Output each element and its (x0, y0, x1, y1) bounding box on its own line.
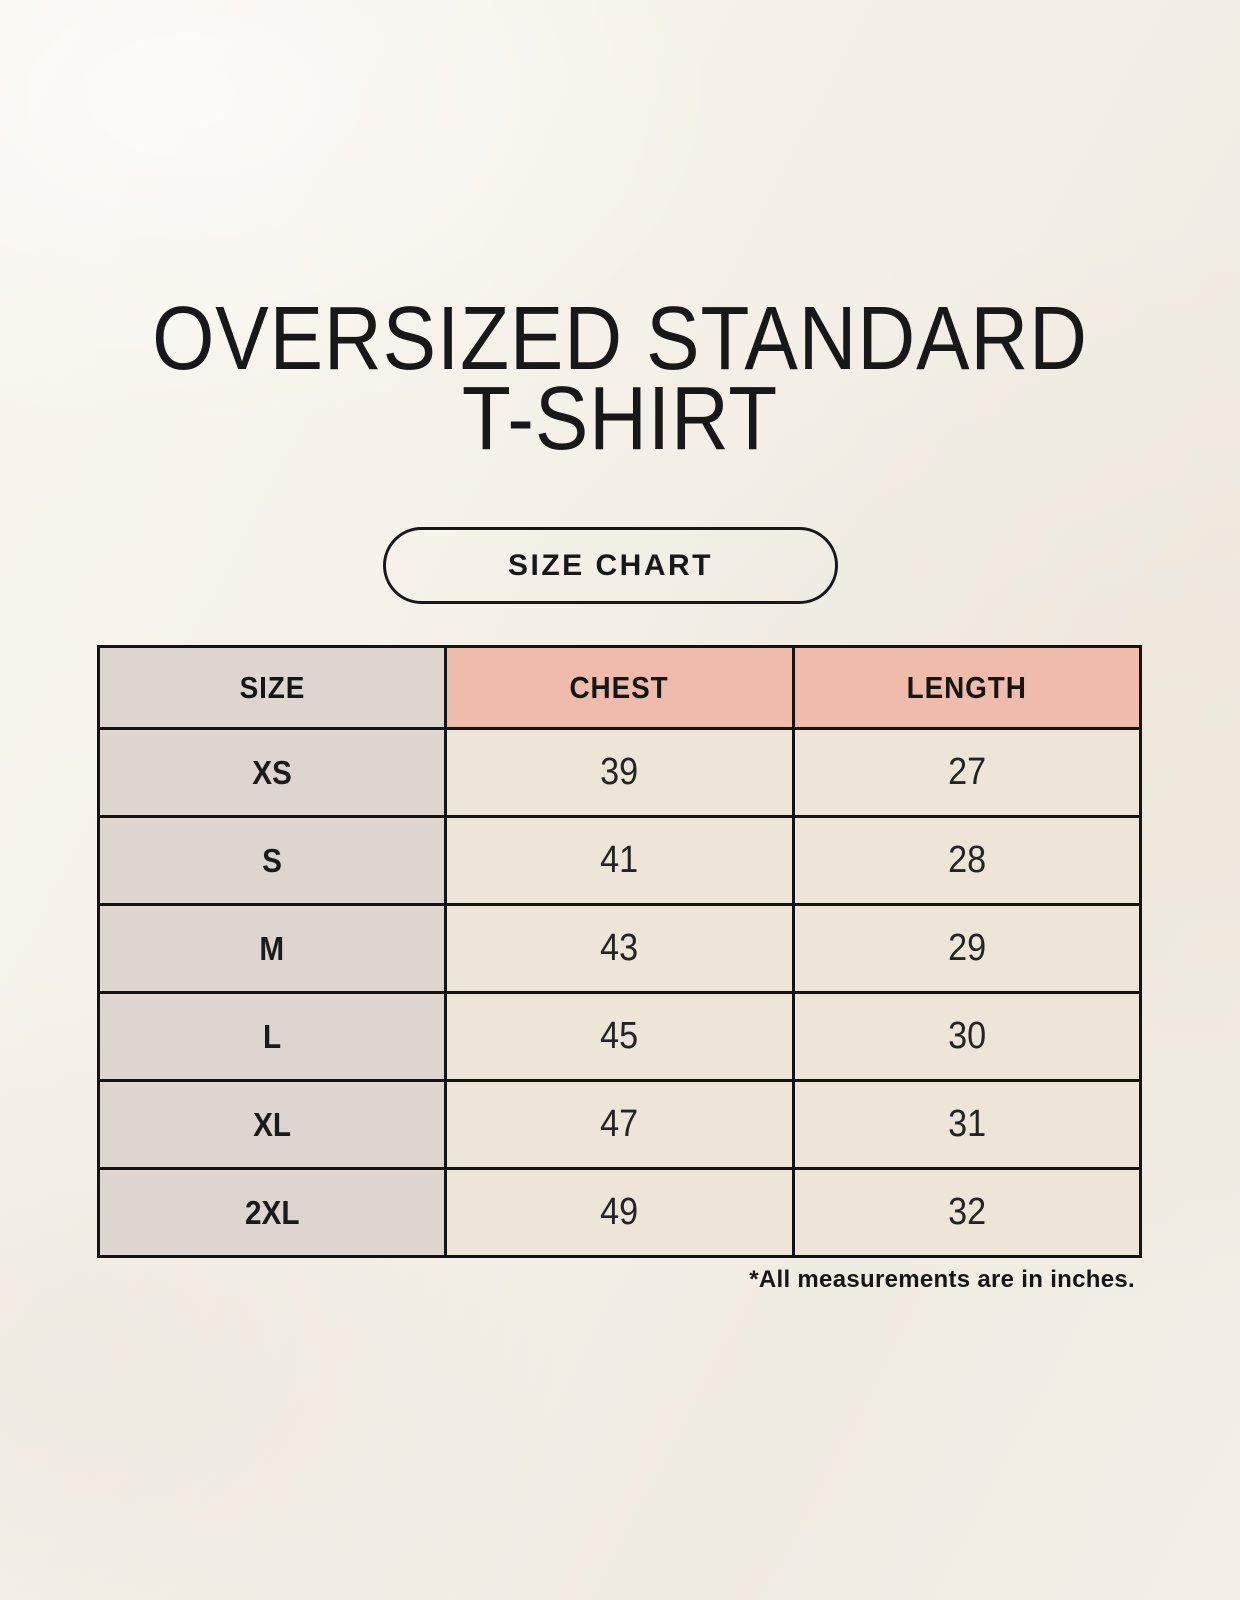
table-row-l (99, 993, 1141, 1081)
table-row-xl (99, 1081, 1141, 1169)
size-cell: M (99, 905, 446, 993)
size-chart-button[interactable] (383, 527, 838, 604)
size-chart-button-label: SIZE CHART (508, 548, 713, 582)
page-title-line2: T-SHIRT (461, 369, 779, 469)
chest-cell: 43 (446, 905, 793, 993)
length-cell: 31 (793, 1081, 1140, 1169)
size-cell: 2XL (99, 1169, 446, 1257)
header-size: SIZE (99, 647, 446, 729)
length-cell: 27 (793, 729, 1140, 817)
measurements-footnote: *All measurements are in inches. (749, 1266, 1135, 1293)
length-cell: 29 (793, 905, 1140, 993)
page-title (68, 289, 1172, 469)
header-chest: CHEST (446, 647, 793, 729)
size-cell: S (99, 817, 446, 905)
size-cell: XS (99, 729, 446, 817)
chest-cell: 49 (446, 1169, 793, 1257)
table-row-xs (99, 729, 1141, 817)
chest-cell: 39 (446, 729, 793, 817)
chest-cell: 41 (446, 817, 793, 905)
chest-cell: 45 (446, 993, 793, 1081)
size-cell: XL (99, 1081, 446, 1169)
table-row-m (99, 905, 1141, 993)
size-table-header-row (99, 647, 1141, 729)
table-row-2xl (99, 1169, 1141, 1257)
table-row-s (99, 817, 1141, 905)
size-table (97, 645, 1142, 1258)
chest-cell: 47 (446, 1081, 793, 1169)
page-title-line1: OVERSIZED STANDARD (152, 289, 1088, 389)
length-cell: 32 (793, 1169, 1140, 1257)
size-cell: L (99, 993, 446, 1081)
length-cell: 30 (793, 993, 1140, 1081)
length-cell: 28 (793, 817, 1140, 905)
header-length: LENGTH (793, 647, 1140, 729)
